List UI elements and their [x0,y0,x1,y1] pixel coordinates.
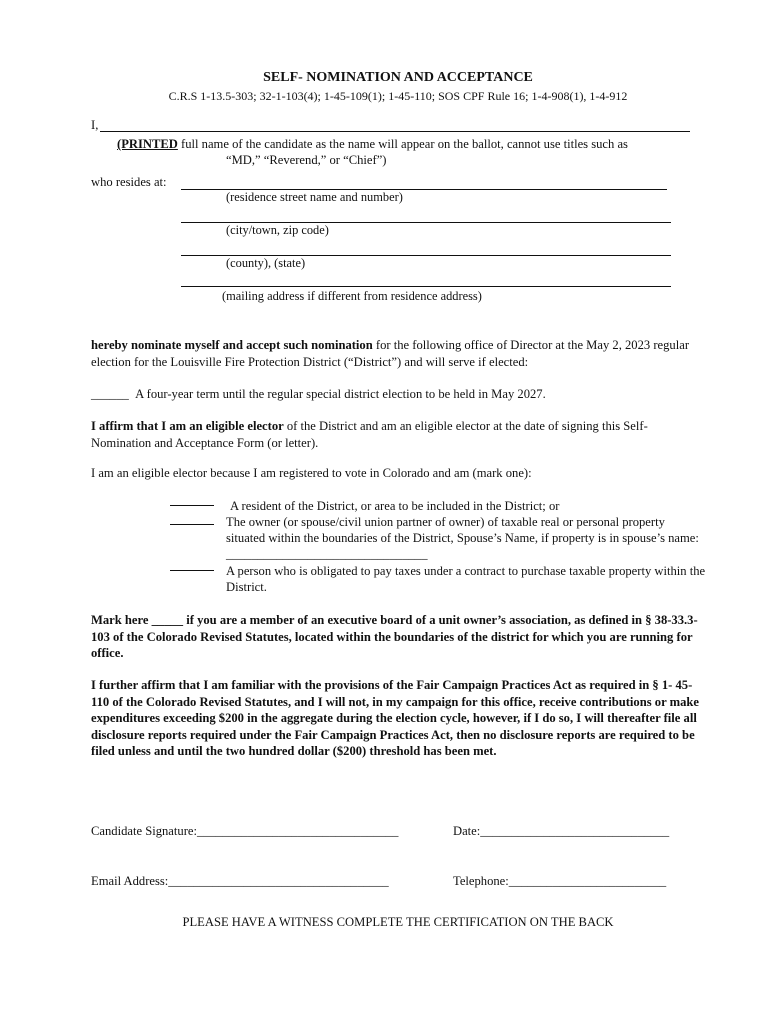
email-field[interactable]: Email Address:___________________________________ [91,874,389,888]
nomination-rest: for the following office of Director at the May 2, 2023 regular election for the Louisville Fire Protection District (“District”) and will serve if elected: [91,338,690,369]
campaign-affirm-paragraph: I further affirm that I am familiar with the provisions of the Fair Campaign Practices Act as required in § 1- 45-110 of the Colorado Revised Statutes, and I will not, in my campaign for this office, receive contributions or make expenditures exceeding $200 in the aggregate during the election cycle, however, if I do so, I will thereafter file all disclosure reports required under the Fair Campaign Practices Act, then no disclosure reports are required to be filed unless and until the two hundred dollar ($200) threshold has been met. [91,678,699,759]
witness-note: PLEASE HAVE A WITNESS COMPLETE THE CERTIFICATION ON THE BACK [182,915,614,929]
street-hint: (residence street name and number) [226,190,403,204]
i-label: I, [91,118,99,132]
printed-label: (PRINTED [117,137,178,151]
printed-titles-example: “MD,” “Reverend,” or “Chief”) [226,153,387,167]
term-blank[interactable]: ______ [91,387,129,401]
affirm-elector-bold: I affirm that I am an eligible elector [91,419,284,433]
elector-reason: I am an eligible elector because I am registered to vote in Colorado and am (mark one): [91,466,532,480]
nomination-bold: hereby nominate myself and accept such nomination [91,338,373,352]
printed-rest: full name of the candidate as the name will appear on the ballot, cannot use titles such as [177,137,628,151]
term-text: A four-year term until the regular special district election to be held in May 2027. [135,387,546,401]
option-1-blank[interactable] [170,505,214,506]
candidate-signature-field[interactable]: Candidate Signature:________________________________ [91,824,399,838]
option-3-blank[interactable] [170,570,214,571]
form-title: SELF- NOMINATION AND ACCEPTANCE [263,70,533,85]
candidate-name-line[interactable] [100,131,690,132]
date-field[interactable]: Date:______________________________ [453,824,670,838]
printed-name-instructions [117,136,697,153]
option-resident: A resident of the District, or area to be included in the District; or [230,499,560,513]
term-row [91,387,546,402]
mailing-line[interactable] [181,286,671,287]
nomination-paragraph [91,337,703,370]
statute-citation: C.R.S 1-13.5-303; 32-1-103(4); 1-45-109(1); 1-45-110; SOS CPF Rule 16; 1-4-908(1), 1-4-912 [168,89,628,103]
option-owner: The owner (or spouse/civil union partner of owner) of taxable real or personal property situated within the boundaries of the District, Spouse’s Name, if property is in spouse’s name: ________________________________ [226,515,699,562]
affirm-elector-paragraph [91,418,703,451]
option-2-blank[interactable] [170,524,214,525]
mark-here-paragraph: Mark here _____ if you are a member of an executive board of a unit owner’s association, as defined in § 38-33.3-103 of the Colorado Revised Statutes, located within the boundaries of the district for which you are running for office. [91,613,698,661]
resides-label: who resides at: [91,175,167,189]
mailing-hint: (mailing address if different from residence address) [222,289,482,303]
city-hint: (city/town, zip code) [226,223,329,237]
county-hint: (county), (state) [226,256,306,270]
affirm-elector-rest: of the District and am an eligible elector at the date of signing this Self-Nomination and Acceptance Form (or letter). [91,419,648,450]
telephone-field[interactable]: Telephone:_________________________ [453,874,667,888]
option-contract: A person who is obligated to pay taxes under a contract to purchase taxable property within the District. [226,564,706,595]
